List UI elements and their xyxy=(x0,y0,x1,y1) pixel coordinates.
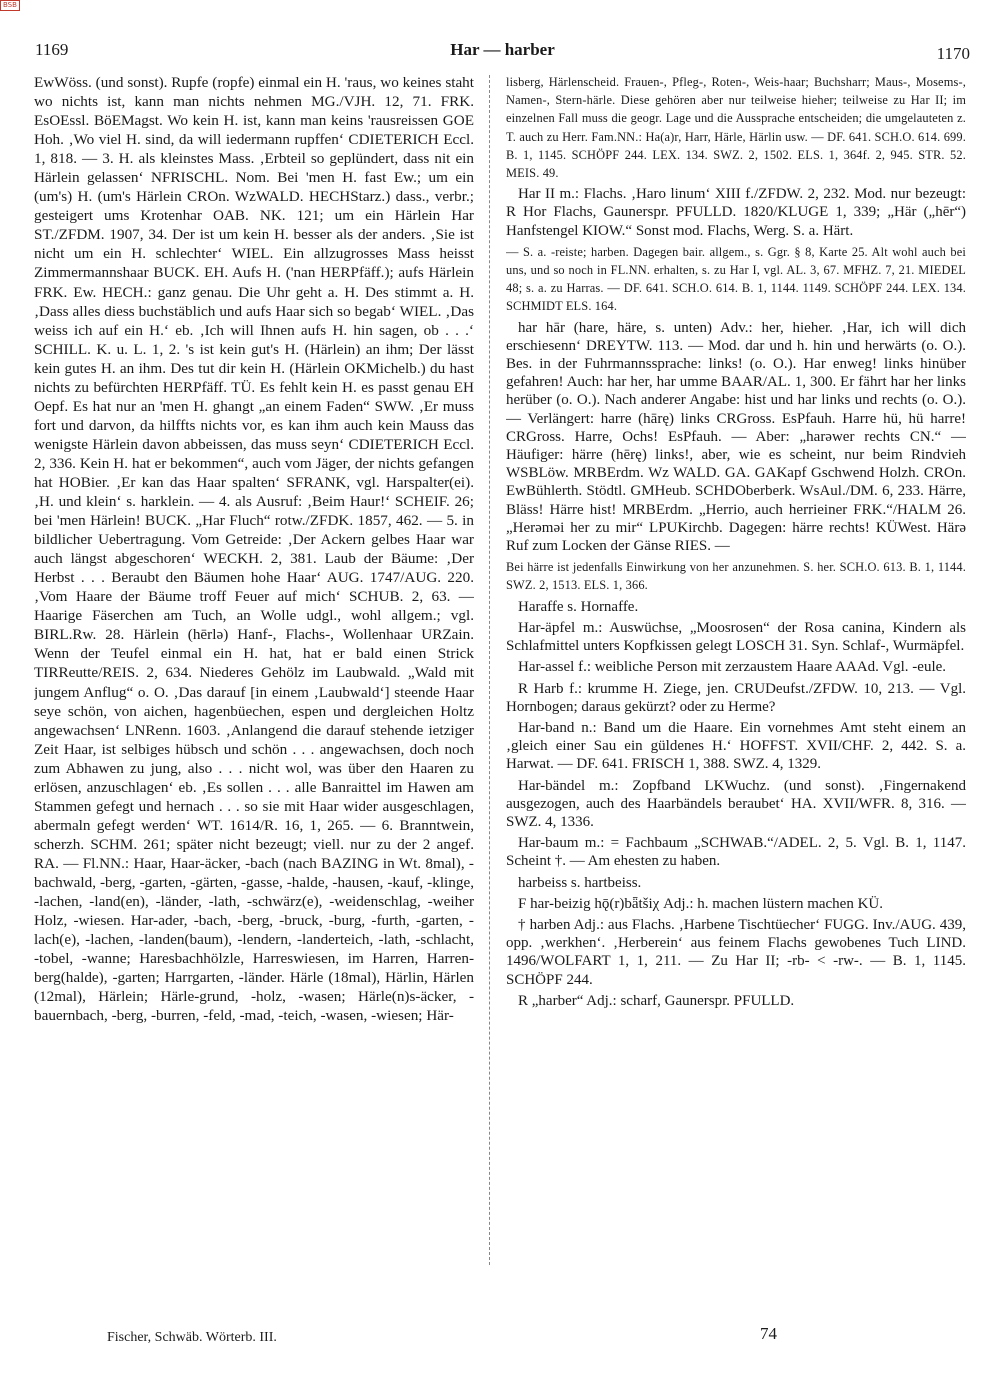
dictionary-entry: R „harber“ Adj.: scharf, Gaunerspr. PFULLD. xyxy=(518,992,795,1009)
dictionary-entry: F har-beizig hǭ(r)bǟtšiχ Adj.: h. machen lüstern machen KÜ. xyxy=(518,895,884,912)
library-stamp: BSB xyxy=(0,0,20,11)
right-column xyxy=(506,73,966,1013)
dictionary-entry: Har-band n.: Band um die Haare. Ein vornehmes Amt steht einem an ‚gleich einer Sau ein güldenes H.‘ HOFFST. XVII/CHF. 2, 442. S. a. Harwat. — DF. 641. FRISCH 1, 388. SWZ. 4, 1329. xyxy=(506,719,966,773)
dictionary-entry: Haraffe s. Hornaffe. xyxy=(518,598,639,615)
dictionary-entry: har hār (hare, häre, s. unten) Adv.: her, hieher. ‚Har, ich will dich erschiesenn‘ DREYTW. 113. — Mod. dar und h. hin und herwärts (o. O.). Bes. in der Fuhrmannssprache: links! (o. O.). Har enweg! links hinüber gefahren! Auch: har her, har umme BAAR/AL. 1, 300. Er fährt har her links herüber (o. O.). Nach anderer Angabe: hist und har links und rechts (o. O.). — Verlängert: harre (hārę) links CRGross. EsPfauh. Harre hü, hü harre! CRGross. Harre, Ochs! EsPfauh. — Aber: „harəwer rechts CN.“ — Häufiger: härre (hērę) links!, aber, wie es scheint, nur beim Rindvieh WSBLöw. MRBErdm. Wz WALD. GA. GAKapf Gschwend Holzh. CROn. EwBühlerth. Stödtl. GMHeub. SCHDOberberk. WsAul./DM. 6, 233. Härre, Bläss! Härre hist! MRBErdm. „Herrio, auch herrieiner FRK.“/HALM 26. „Herəməi her zu mir“ LPUKirchb. Dagegen: härre rechts! KÜWest. Härə Ruf zum Locken der Gänse RIES. — xyxy=(506,319,966,555)
dictionary-entry: Har-assel f.: weibliche Person mit zerzaustem Haare AAAd. Vgl. -eule. xyxy=(518,659,947,676)
printer-signature: Fischer, Schwäb. Wörterb. III. xyxy=(107,1330,277,1345)
column-number-right: 1170 xyxy=(936,44,970,63)
dictionary-entry: Har II m.: Flachs. ‚Haro linum‘ XIII f./ZFDW. 2, 232. Mod. nur bezeugt: R Hor Flachs, Gaunerspr. PFULLD. 1820/KLUGE 1, 339; „Här („hēr“) Hanfstengel KIOW.“ Sonst mod. Flachs, Werg. S. a. Härt. xyxy=(506,186,966,239)
dictionary-entry: Bei härre ist jedenfalls Einwirkung von her anzunehmen. S. her. SCH.O. 613. B. 1, 1144. SWZ. 2, 1513. ELS. 1, 366. xyxy=(506,560,966,593)
dictionary-entry: — S. a. -reiste; harben. Dagegen bair. allgem., s. Ggr. § 8, Karte 25. Alt wohl auch bei uns, und so noch in FL.NN. erhalten, s. zu Har I, vgl. AL. 3, 67. MFHZ. 7, 21. MIEDEL 48; s. a. zu Harras. — DF. 641. SCH.O. 614. B. 1, 1144. 1149. SCHÖPF 244. LEX. 134. SCHMIDT ELS. 164. xyxy=(506,244,966,314)
dictionary-entry: Har-baum m.: = Fachbaum „SCHWAB.“/ADEL. 2, 5. Vgl. B. 1, 1147. Scheint †. — Am ehesten zu haben. xyxy=(506,835,966,870)
dictionary-entry: Har-bändel m.: Zopfband LKWuchz. (und sonst). ‚Fingernakend ausgezogen, auch des Haarbändels beraubet‘ HA. XVII/WFR. 8, 316. — SWZ. 4, 1336. xyxy=(506,777,966,830)
dictionary-entry: † harben Adj.: aus Flachs. ‚Harbene Tischtüecher‘ FUGG. Inv./AUG. 439, opp. ‚werkhen‘. ‚Herberein‘ aus feinem Flachs gewobenes Tuch LIND. 1496/WOLFART 1, 1, 211. — Zu Har II; -rb- < -rw-. — B. 1, 1145. SCHÖPF 244. xyxy=(506,916,966,988)
sheet-number: 74 xyxy=(760,1324,777,1343)
dictionary-entry: harbeiss s. hartbeiss. xyxy=(518,874,642,891)
page-header xyxy=(35,40,970,62)
column-number-left: 1169 xyxy=(35,40,69,59)
running-title: Har — harber xyxy=(450,40,555,59)
dictionary-entry: lisberg, Härlenscheid. Frauen-, Pfleg-, Roten-, Weis-haar; Buchsharr; Maus-, Mosems-, Namen-, Stern-härle. Diese gehören aber nur teilweise hieher; teilweise zu Har II; im einzelnen Fall muss die geogr. Lage und die Aussprache entscheiden; die umgelauteten z. T. auch zu Herr. Fam.NN.: Ha(a)r, Harr, Härle, Härlin usw. — DF. 641. SCH.O. 614. 699. B. 1, 1145. SCHÖPF 244. LEX. 134. SWZ. 2, 1502. ELS. 1, 364f. 2, 945. STR. 52. MEIS. 49. xyxy=(506,75,966,181)
dictionary-entry: Har-äpfel m.: Auswüchse, „Moosrosen“ der Rosa canina, Kindern als Schlafmittel unters Kopfkissen gelegt LOSCH 31. Syn. Schlaf-, Wurmäpfel. xyxy=(506,619,966,655)
column-divider xyxy=(489,75,490,1265)
left-column xyxy=(34,73,474,1028)
left-column-text: EwWöss. (und sonst). Rupfe (ropfe) einmal ein H. 'raus, wo keines staht wo nichts ist, kann man nichts nehmen MG./VJH. 12, 71. FRK. EsOEssl. BöEMagst. Wo kein H. ist, kann man keins 'rausreissen GOE Hoh. ‚Wo viel H. sind, da will iedermann rupffen‘ CDIETERICH Eccl. 1, 818. — 3. H. als kleinstes Mass. ‚Erbteil so geplündert, dass nit ein Härlein gelassen‘ NFRISCHL. Nom. Bei 'men H. fast Ew.; um ein (um's) H. (um's Härlein CROn. WzWALD. HECHStarz.) dass., verbr.; gesteigert ums Krotenhar OAB. NK. 121; um ein Härlein Har ST./ZFDM. 1907, 34. Der ist um kein H. besser als der anders. ‚Sie ist nicht um ein H. schlechter‘ WIEL. Ein allzugrosses Mass heisst Zimmermannshaar BUCK. EH. Aufs H. ('nan HERPfäff.); aufs Härlein FRK. Ew. HECH.: ganz genau. Die Uhr geht a. H. Des stimmt a. H. ‚Dass alles diess buchstäblich und aufs Haar sich so begab‘ WIEL. ‚Das weiss ich auf ein H.‘ eb. ‚Ich will Ihnen aufs H. hin sagen, ob . . .‘ SCHILL. K. u. L. 1, 2. 's ist kein gut's H. (Härlein) an ihm; Der lässt kein gutes H. an ihm. Des tut dir kein H. (Härlein OKMichelb.) du hast nichts zu befürchten HERPfäff. TÜ. Es fehlt kein H. es passt genau EH Oepf. Es hat nur an 'men H. ghangt „an einem Faden“ SWW. ‚Er muss fort und darvon, da hilffts nichts vor, es kan ihm auch kein Mauss das wenigste Härlein davon abbeissen, das muss seyn‘ CDIETERICH Eccl. 2, 336. Kein H. hat er bekommen“, auch vom Jäger, der nichts gefangen hat HOBier. ‚Er kan das Haar spalten‘ SFRANK, vgl. Harspalter(ei). ‚H. und klein‘ s. harklein. — 4. als Ausruf: ‚Beim Haur!‘ SCHEIF. 26; bei 'men Härlein! BUCK. „Har Fluch“ rotw./ZFDK. 1857, 462. — 5. in bildlicher Uebertragung. Vom Getreide: ‚Der Ackern gelbes Haar war auch längst abgeschoren‘ WECKH. 2, 381. Laub der Bäume: ‚Der Herbst . . . Beraubt den Bäumen hohe Haar‘ AUG. 1747/AUG. 220. ‚Vom Haare der Bäume troff Feuer auf mich‘ SCHUB. 2, 63. — Haarige Fäserchen am Tuch, an Wolle udgl., wohl allgem.; vgl. BIRL.Rw. 28. Härlein (hērlə) Hanf-, Flachs-, Wollenhaar URZain. Wenn der Teufel einmal ein H. hat, hat er bald einen Strick TIRReutte/REIS. 2, 634. Niederes Gehölz im Laubwald. „Wald mit jungem Anflug“ o. O. ‚Das darauf [in einem ‚Laubwald‘] steende Haar seye schön, von aichen, hagenbüechen, espen und dergleichen Holtz angewachsen‘ LNRenn. 1603. ‚Anlangend die darauf stehende ietziger Zeit Haar, ist selbiges hübsch und schön . . . angewachsen, doch noch zum Abhawen zu jung, also . . . nicht wol, was über den Haaren zu erlösen, anzuschlagen‘ eb. ‚Es sollen . . . alle Banraittel im Hawen am Stammen gefegt und hernach . . . so sie mit Haar wider ausgeschlagen, abermaln gefegt werden‘ WT. 1614/R. 16, 1, 265. — 6. Branntwein, scherzh. SCHM. 261; später nicht bezeugt; viell. nur zu der 2 angef. RA. — Fl.NN.: Haar, Haar-äcker, -bach (nach BAZING in Wt. 8mal), -bachwald, -berg, -garten, -gärten, -gasse, -halde, -hausen, -kauf, -klinge, -lachen, -land(en), -länder, -lath, -schwärz(e), -weidenschlag, -weiher Holz, -wiesen. Har-ader, -bach, -berg, -bruck, -burg, -furth, -garten, -lach(e), -lachen, -landen(baum), -lendern, -landerteich, -lath, -schlacht, -tobel, -wanne; Haresbachhölzle, Harreswiesen, im Harren, Harren-berg(halde), -garten; Harrgarten, -länder. Härle (18mal), Härlin, Härlen (12mal), Härlein; Härle-grund, -holz, -wasen; Härle(n)s-äcker, -bauernbach, -berg, -burren, -feld, -mad, -teich, -wasen, -wiesen; Här- xyxy=(34,74,474,1025)
dictionary-entry: R Harb f.: krumme H. Ziege, jen. CRUDeufst./ZFDW. 10, 213. — Vgl. Hornbogen; daraus gekürzt? oder zu Herme? xyxy=(506,680,966,715)
